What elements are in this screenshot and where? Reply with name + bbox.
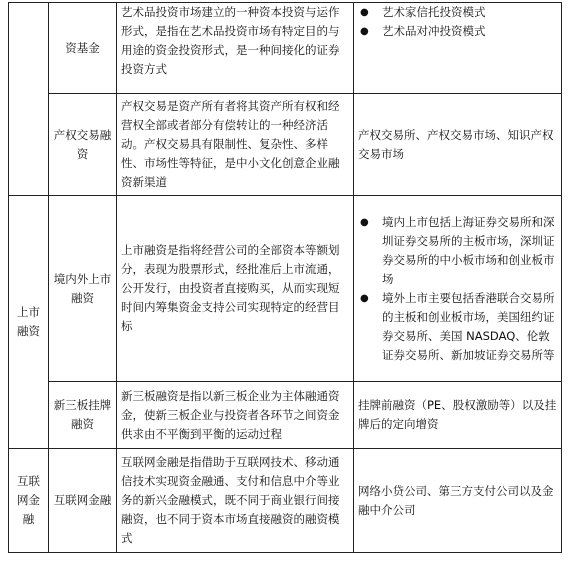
channel-list [358,213,557,365]
channel-cell: 产权交易所、产权交易市场、知识产权交易市场 [354,94,562,196]
channel-item-text: 境外上市主要包括香港联合交易所的主板和创业板市场，美国纽约证券交易所、美国 NASDAQ、伦敦证券交易所、新加坡证券交易所等 [382,290,555,362]
category-cell: 互联网金融 [9,449,49,553]
list-item [358,3,557,22]
subcategory-cell: 新三板挂牌融资 [49,382,117,449]
description-cell: 产权交易是资产所有者将其资产所有权和经营权全部或者部分有偿转让的一种经济活动。产权交易具有限制性、复杂性、多样性、市场性等特征，是中小文化创意企业融资新渠道 [117,94,354,196]
bullet-icon: ● [360,7,369,18]
subcategory-cell: 产权交易融资 [49,94,117,196]
list-item [358,213,557,289]
channel-item-text: 境内上市包括上海证券交易所和深圳证券交易所的主板市场，深圳证券交易所的中小板市场和创业板市场 [382,214,555,286]
subcategory-cell: 互联网金融 [49,449,117,553]
bullet-icon: ● [360,292,369,304]
channel-cell [354,196,562,382]
bullet-icon: ● [360,216,369,228]
subcategory-cell: 资基金 [49,3,117,94]
table-row [9,94,562,196]
channel-cell [354,3,562,94]
financing-table [8,2,562,553]
table-row [9,3,562,94]
list-item [358,22,557,41]
category-cell-empty [9,3,49,196]
channel-cell: 网络小贷公司、第三方支付公司以及金融中介公司 [354,449,562,553]
description-cell: 艺术品投资市场建立的一种资本投资与运作形式，是指在艺术品投资市场有特定目的与用途的资金投资形式，是一种间接化的证券投资方式 [117,3,354,94]
description-cell: 上市融资是指将经营公司的全部资本等额划分，表现为股票形式，经批准后上市流通，公开发行，由投资者直接购买，从而实现短时间内筹集资金支持公司实现特定的经营目标 [117,196,354,382]
channel-item-text: 艺术家信托投资模式 [382,5,486,19]
table-row [9,382,562,449]
table-row [9,196,562,382]
category-cell: 上市融资 [9,196,49,449]
table-row [9,449,562,553]
channel-cell: 挂牌前融资（PE、股权激励等）以及挂牌后的定向增资 [354,382,562,449]
channel-item-text: 艺术品对冲投资模式 [382,24,486,38]
description-cell: 互联网金融是指借助于互联网技术、移动通信技术实现资金融通、支付和信息中介等业务的新兴金融模式，既不同于商业银行间接融资，也不同于资本市场直接融资的融资模式 [117,449,354,553]
subcategory-cell: 境内外上市融资 [49,196,117,382]
channel-list [358,3,557,41]
bullet-icon: ● [360,26,369,37]
list-item [358,289,557,365]
description-cell: 新三板融资是指以新三板企业为主体融通资金，使新三板企业与投资者各环节之间资金供求由不平衡到平衡的运动过程 [117,382,354,449]
